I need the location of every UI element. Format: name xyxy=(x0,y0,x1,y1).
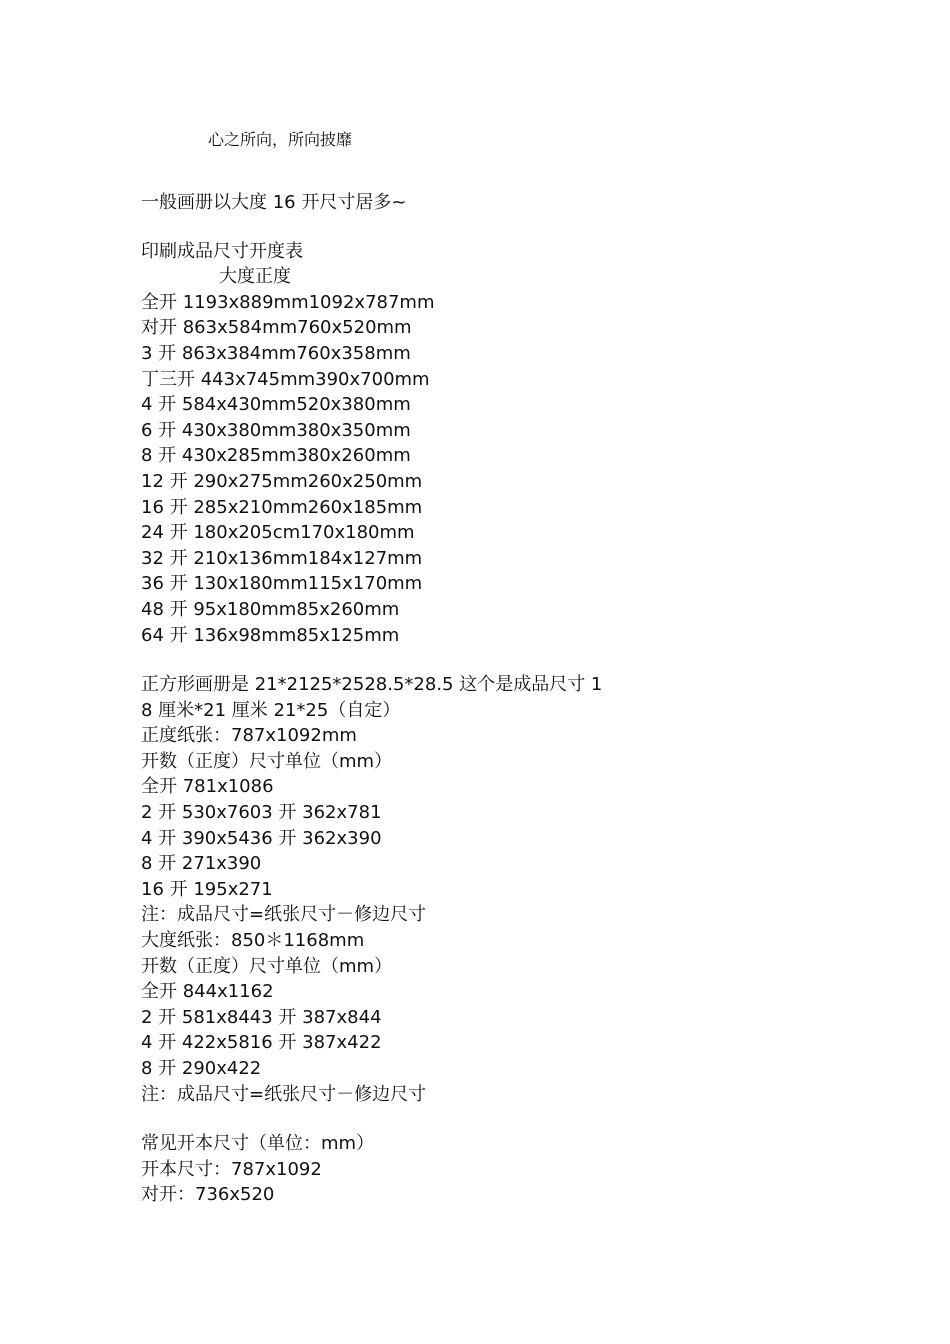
common-size-line: 开本尺寸：787x1092 xyxy=(141,1158,322,1180)
zhengdu-section xyxy=(141,723,921,928)
dadu-line: 开数（正度）尺寸单位（mm） xyxy=(141,955,393,977)
common-sizes-section xyxy=(141,1131,921,1208)
table-header: 大度正度 xyxy=(219,266,291,288)
dadu-line: 大度纸张：850＊1168mm xyxy=(141,930,365,952)
document-body xyxy=(141,190,921,1208)
common-size-line: 对开：736x520 xyxy=(141,1184,275,1206)
zhengdu-line: 正度纸张：787x1092mm xyxy=(141,725,357,747)
dadu-section xyxy=(141,928,921,1107)
square-line: 8 厘米*21 厘米 21*25（自定） xyxy=(141,699,401,721)
zhengdu-line: 2 开 530x7603 开 362x781 xyxy=(141,802,382,824)
size-list xyxy=(141,290,921,648)
size-row: 8 开 430x285mm380x260mm xyxy=(141,445,411,467)
common-sizes-heading: 常见开本尺寸（单位：mm） xyxy=(141,1133,375,1155)
dadu-line: 8 开 290x422 xyxy=(141,1058,262,1079)
dadu-note: 注：成品尺寸=纸张尺寸－修边尺寸 xyxy=(141,1083,427,1105)
size-row: 32 开 210x136mm184x127mm xyxy=(141,547,423,569)
size-row: 全开 1193x889mm1092x787mm xyxy=(141,291,435,313)
size-row: 36 开 130x180mm115x170mm xyxy=(141,573,423,595)
dadu-line: 全开 844x1162 xyxy=(141,981,274,1003)
dadu-line: 2 开 581x8443 开 387x844 xyxy=(141,1006,382,1028)
square-album-note xyxy=(141,672,921,723)
size-row: 3 开 863x384mm760x358mm xyxy=(141,342,411,364)
size-row: 6 开 430x380mm380x350mm xyxy=(141,419,411,441)
zhengdu-line: 4 开 390x5436 开 362x390 xyxy=(141,827,382,849)
size-row: 对开 863x584mm760x520mm xyxy=(141,317,412,339)
zhengdu-line: 全开 781x1086 xyxy=(141,776,274,798)
zhengdu-line: 开数（正度）尺寸单位（mm） xyxy=(141,750,393,772)
size-row: 64 开 136x98mm85x125mm xyxy=(141,624,400,646)
size-row: 12 开 290x275mm260x250mm xyxy=(141,470,423,492)
intro-line: 一般画册以大度 16 开尺寸居多~ xyxy=(141,192,407,213)
size-row: 4 开 584x430mm520x380mm xyxy=(141,394,411,416)
size-row: 16 开 285x210mm260x185mm xyxy=(141,496,423,518)
square-line: 正方形画册是 21*2125*2528.5*28.5 这个是成品尺寸 1 xyxy=(141,674,603,696)
dadu-line: 4 开 422x5816 开 387x422 xyxy=(141,1032,382,1054)
size-row: 48 开 95x180mm85x260mm xyxy=(141,598,400,620)
zhengdu-note: 注：成品尺寸=纸张尺寸－修边尺寸 xyxy=(141,904,427,926)
zhengdu-line: 16 开 195x271 xyxy=(141,878,273,900)
size-row: 丁三开 443x745mm390x700mm xyxy=(141,368,430,390)
zhengdu-line: 8 开 271x390 xyxy=(141,853,262,875)
table-title: 印刷成品尺寸开度表 xyxy=(141,240,303,262)
size-row: 24 开 180x205cm170x180mm xyxy=(141,522,415,544)
motto-heading: 心之所向，所向披靡 xyxy=(208,130,353,149)
